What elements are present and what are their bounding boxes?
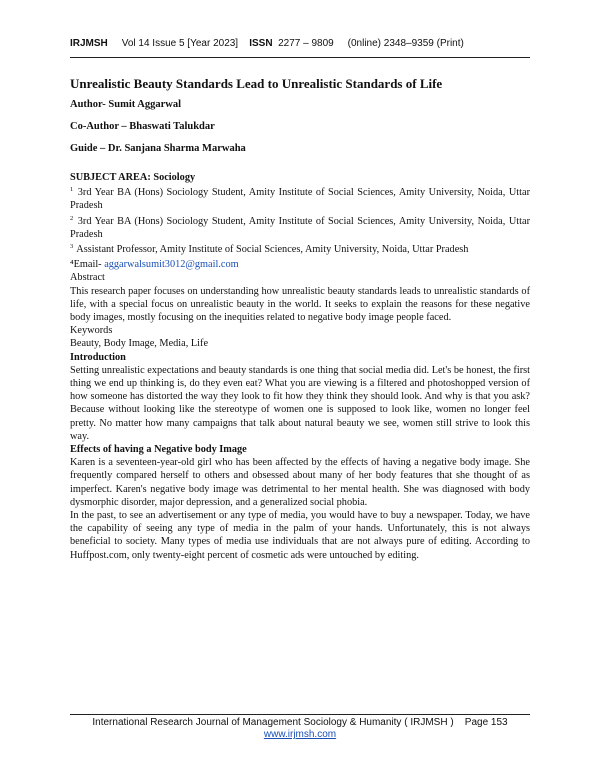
- running-header: [70, 37, 530, 50]
- subject-area: SUBJECT AREA: Sociology: [70, 172, 196, 183]
- abstract-label: Abstract: [70, 272, 105, 284]
- affiliation-1-text: 3rd Year BA (Hons) Sociology Student, Amity Institute of Social Sciences, Amity University, Noida, Uttar Pradesh: [70, 187, 530, 212]
- introduction-text: Setting unrealistic expectations and beauty standards is one thing that social media did. Let's be honest, the first thing we end up thinking is, do they even eat? What you are viewing is a filtered and photoshopped version of how someone has distorted the way they look to fit how they think they should look. And why is that you ask? Because without looking like the stereotype of women one is supposed to look like, women no longer feel pretty. No matter how many campaigns that talk about natural beauty we see, women still strive to look this way.: [70, 364, 530, 442]
- footer-journal-name: International Research Journal of Management Sociology & Humanity ( IRJMSH ): [92, 717, 454, 728]
- running-footer: [70, 717, 530, 741]
- author-line: Author- Sumit Aggarwal: [70, 99, 182, 110]
- affiliation-3-marker: 3: [70, 243, 74, 251]
- affiliation-3: [70, 243, 530, 256]
- email-prefix: ⁴Email-: [70, 259, 105, 271]
- coauthor-line: Co-Author – Bhaswati Talukdar: [70, 121, 215, 132]
- affiliation-1-marker: 1: [70, 186, 74, 194]
- abstract-text: This research paper focuses on understanding how unrealistic beauty standards leads to unrealistic standards of life, with a special focus on unrealistic beauty in the world. It seeks to explain the reasons for these negative body images, mostly focusing on the inequities related to negative body image people faced.: [70, 285, 530, 324]
- affiliation-2-text: 3rd Year BA (Hons) Sociology Student, Amity Institute of Social Sciences, Amity University, Noida, Uttar Pradesh: [70, 215, 530, 240]
- email-line: [70, 258, 530, 271]
- page-number: Page 153: [464, 717, 508, 728]
- affiliation-2: [70, 215, 530, 241]
- affiliation-3-text: Assistant Professor, Amity Institute of Social Sciences, Amity University, Noida, Uttar Pradesh: [76, 244, 469, 256]
- affiliation-2-marker: 2: [70, 214, 74, 222]
- keywords-text: Beauty, Body Image, Media, Life: [70, 338, 209, 350]
- effects-heading: Effects of having a Negative body Image: [70, 444, 247, 456]
- volume-issue: Vol 14 Issue 5 [Year 2023]: [121, 38, 239, 49]
- keywords-label: Keywords: [70, 325, 113, 337]
- journal-abbrev: IRJMSH: [70, 38, 108, 49]
- footer-rule: [70, 714, 530, 715]
- affiliation-1: [70, 186, 530, 212]
- effects-paragraph-1: Karen is a seventeen-year-old girl who has been affected by the effects of having a negative body image. She frequently compared herself to others and obsessed about many of her body features that she thought of as imperfect. Karen's negative body image was detrimental to her mental health. She was diagnosed with body dysmorphic disorder, major depression, and a generalized social phobia.: [70, 457, 530, 508]
- issn-online: 2277 – 9809: [278, 38, 334, 49]
- email-link[interactable]: aggarwalsumit3012@gmail.com: [104, 259, 239, 271]
- effects-paragraph-2: In the past, to see an advertisement or any type of media, you would have to buy a newspaper. Today, we have the capability of seeing any type of media in the palm of your hands. Unfortunately, this is not always beneficial to society. Many types of media use individuals that are not always pure of editing. According to Huffpost.com, only twenty-eight percent of cosmetic ads were untouched by editing.: [70, 510, 530, 561]
- issn-print: (0nline) 2348–9359 (Print): [347, 38, 464, 49]
- paper-title: Unrealistic Beauty Standards Lead to Unrealistic Standards of Life: [70, 76, 443, 91]
- issn-label: ISSN: [249, 38, 273, 49]
- guide-line: Guide – Dr. Sanjana Sharma Marwaha: [70, 143, 246, 154]
- journal-website-link[interactable]: www.irjmsh.com: [263, 729, 337, 740]
- header-rule: [70, 57, 530, 58]
- introduction-heading: Introduction: [70, 351, 126, 363]
- article-body: [70, 76, 530, 562]
